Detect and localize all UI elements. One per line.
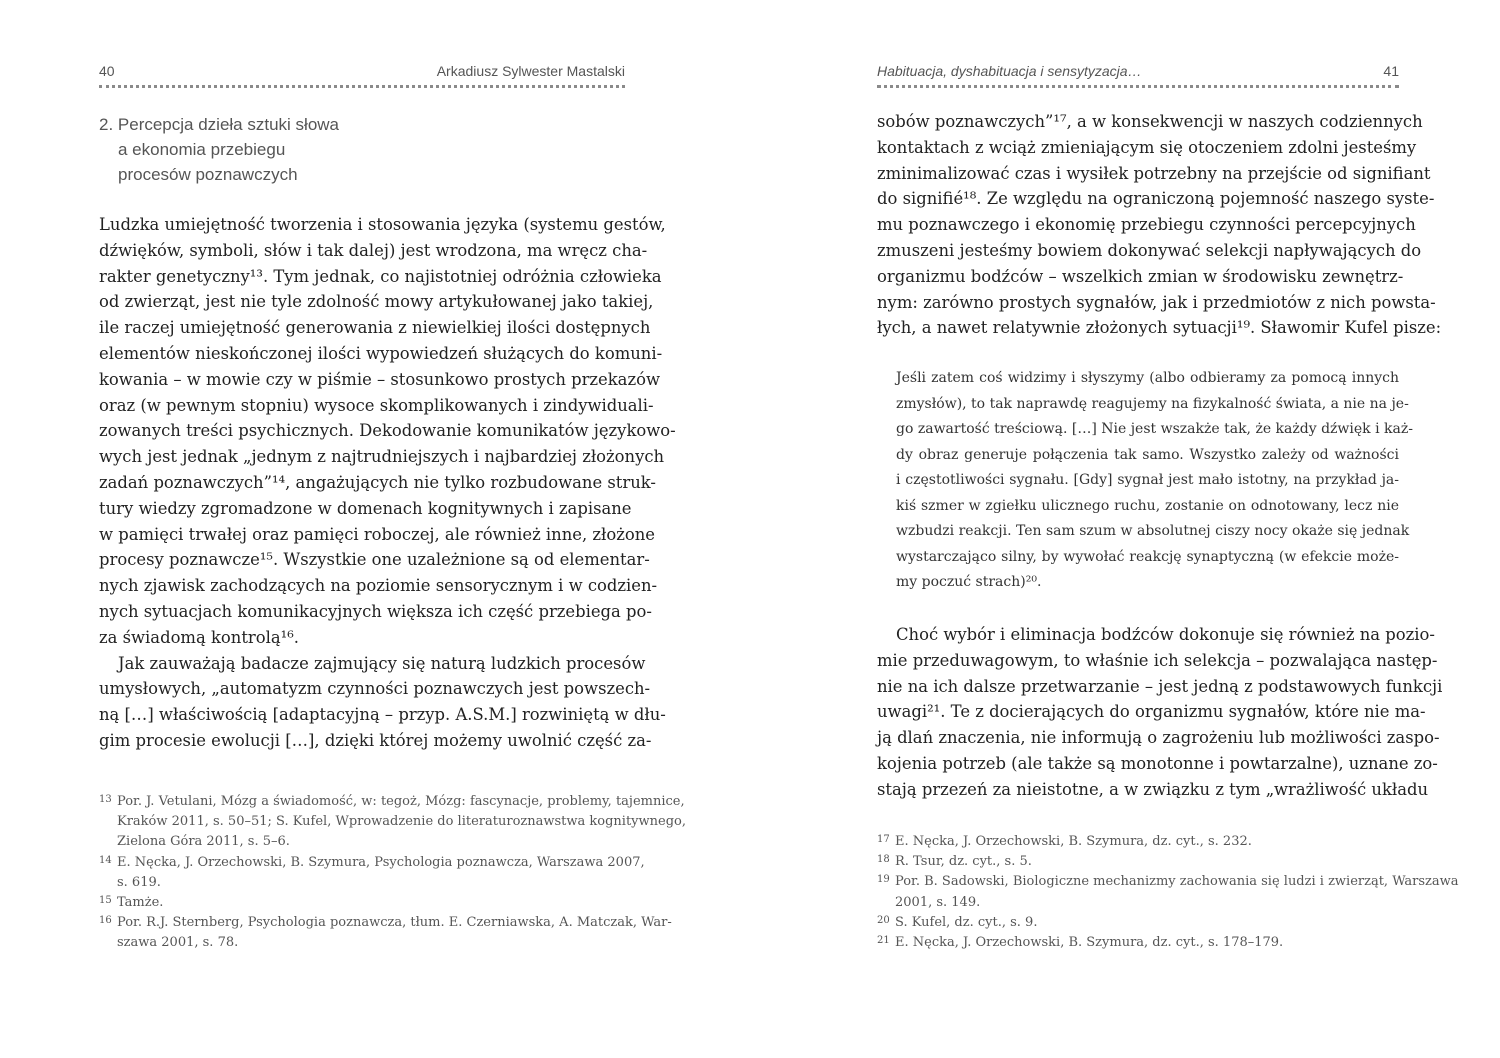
footnote-line — [99, 832, 625, 852]
text-line: do signifié¹⁸. Ze względu na ograniczoną pojemność naszego syste- — [877, 189, 1435, 209]
text-line: łych, a nawet relatywnie złożonych sytuacji¹⁹. Sławomir Kufel pisze: — [877, 318, 1442, 338]
body-text — [877, 109, 1442, 341]
text-line: wzbudzi reakcji. Ten sam szum w absolutnej ciszy nocy okaże się jednak — [896, 523, 1410, 539]
text-line: mie przeduwagowym, to właśnie ich selekcja – pozwalająca następ- — [877, 650, 1438, 670]
running-title: Arkadiusz Sylwester Mastalski — [436, 63, 625, 79]
text-line: go zawartość treściową. […] Nie jest wszakże tak, że każdy dźwięk i każ- — [896, 421, 1413, 437]
left-page — [99, 0, 686, 1058]
text-line: zmysłów), to tak naprawdę reagujemy na fizykalność świata, a nie na je- — [896, 395, 1409, 412]
text-line: Choć wybór i eliminacja bodźców dokonuje się również na pozio- — [896, 625, 1435, 644]
text-line: wych jest jednak „jednym z najtrudniejszych i najbardziej złożonych — [99, 447, 665, 467]
page-number: 40 — [99, 63, 115, 79]
footnote-mark: 19 — [877, 874, 890, 886]
footnote-line — [877, 872, 1459, 892]
footnote-text: Por. B. Sadowski, Biologiczne mechanizmy zachowania się ludzi i zwierząt, Warszawa — [895, 874, 1459, 890]
heading-line: 2. Percepcja dzieła sztuki słowa — [99, 115, 340, 134]
footnote-text: Por. R.J. Sternberg, Psychologia poznawcza, tłum. E. Czerniawska, A. Matczak, War- — [117, 915, 672, 931]
text-line: rakter genetyczny¹³. Tym jednak, co najistotniej odróżnia człowieka — [99, 266, 662, 286]
text-line: zminimalizować czas i wysiłek potrzebny na przejście od signifiant — [877, 163, 1431, 183]
footnote-mark: 13 — [99, 794, 112, 805]
running-header — [99, 63, 625, 88]
text-line: zmuszeni jesteśmy bowiem dokonywać selekcji napływających do — [877, 240, 1422, 260]
heading-line: a ekonomia przebiegu — [118, 140, 286, 159]
text-line: Jeśli zatem coś widzimy i słyszymy (albo odbieramy za pomocą innych — [896, 370, 1399, 386]
footnote-line — [99, 812, 686, 832]
text-line: za świadomą kontrolą¹⁶. — [99, 627, 299, 647]
text-line: elementów nieskończonej ilości wypowiedzeń służących do komuni- — [99, 343, 663, 363]
text-line: umysłowych, „automatyzm czynności poznawczych jest powszech- — [99, 679, 651, 699]
footnote-text: szawa 2001, s. 78. — [117, 935, 239, 951]
text-line: zadań poznawczych”¹⁴, angażujących nie tylko rozbudowane struk- — [99, 472, 656, 492]
footnotes — [99, 792, 686, 954]
footnote-line — [99, 933, 625, 953]
text-line: ile raczej umiejętność generowania z niewielkiej ilości dostępnych — [99, 318, 651, 338]
text-line: Jak zauważają badacze zajmujący się naturą ludzkich procesów — [118, 653, 646, 673]
running-title: Habituacja, dyshabituacja i sensytyzacja… — [877, 63, 1142, 79]
text-line: wystarczająco silny, by wywołać reakcję synaptyczną (w efekcie może- — [896, 548, 1399, 565]
footnote-text: Tamże. — [117, 894, 164, 910]
text-line: nym: zarówno prostych sygnałów, jak i przedmiotów z nich powsta- — [877, 292, 1436, 312]
footnote-text: R. Tsur, dz. cyt., s. 5. — [895, 854, 1032, 870]
text-line: ną […] właściwością [adaptacyjną – przyp. A.S.M.] rozwiniętą w dłu- — [99, 705, 666, 725]
footnote-mark: 18 — [877, 854, 890, 866]
footnote-line — [99, 853, 645, 873]
footnote-mark: 20 — [877, 914, 890, 926]
text-line: dźwięków, symboli, słów i tak dalej) jest wrodzona, ma wręcz cha- — [99, 240, 648, 260]
text-line: uwagi²¹. Te z docierających do organizmu sygnałów, które nie ma- — [877, 702, 1426, 722]
body-text — [99, 212, 676, 754]
footnote-mark: 21 — [877, 934, 890, 946]
footnote-line — [99, 873, 625, 893]
footnote-text: s. 619. — [117, 874, 161, 890]
footnote-line — [99, 792, 685, 812]
text-line: kontaktach z wciąż zmieniającym się otoczeniem zdolni jesteśmy — [877, 137, 1417, 157]
text-line: i częstotliwości sygnału. [Gdy] sygnał jest mało istotny, na przykład ja- — [896, 472, 1399, 488]
footnote-mark: 17 — [877, 834, 890, 845]
footnote-text: Zielona Góra 2011, s. 5–6. — [117, 834, 290, 850]
text-line: sobów poznawczych”¹⁷, a w konsekwencji w naszych codziennych — [877, 112, 1423, 131]
footnote-line — [99, 913, 672, 933]
heading-line: procesów poznawczych — [118, 165, 298, 184]
running-header — [877, 63, 1399, 88]
footnote-text: Kraków 2011, s. 50–51; S. Kufel, Wprowadzenie do literaturoznawstwa kognitywnego, — [117, 814, 686, 830]
footnote-text: E. Nęcka, J. Orzechowski, B. Szymura, dz. cyt., s. 178–179. — [895, 934, 1284, 950]
footnote-line — [877, 893, 1399, 913]
footnote-text: 2001, s. 149. — [895, 894, 981, 910]
text-line: kiś szmer w zgiełku ulicznego ruchu, zostanie on odnotowany, lecz nie — [896, 497, 1399, 514]
footnote-text: E. Nęcka, J. Orzechowski, B. Szymura, Psychologia poznawcza, Warszawa 2007, — [117, 854, 645, 870]
text-line: nych sytuacjach komunikacyjnych większa ich część przebiega po- — [99, 601, 652, 621]
footnote-text: Por. J. Vetulani, Mózg a świadomość, w: tegoż, Mózg: fascynacje, problemy, tajemnice, — [117, 794, 685, 809]
footnotes — [877, 832, 1459, 953]
footnote-text: E. Nęcka, J. Orzechowski, B. Szymura, dz. cyt., s. 232. — [895, 834, 1252, 849]
footnote-line — [877, 852, 1399, 872]
block-quote — [896, 366, 1413, 596]
text-line: nie na ich dalsze przetwarzanie – jest jedną z podstawowych funkcji — [877, 676, 1443, 696]
text-line: kowania – w mowie czy w piśmie – stosunkowo prostych przekazów — [99, 369, 660, 389]
footnote-mark: 14 — [99, 854, 112, 866]
text-line: tury wiedzy zgromadzone w domenach kognitywnych i zapisane — [99, 498, 632, 518]
text-line: organizmu bodźców – wszelkich zmian w środowisku zewnętrz- — [877, 266, 1404, 286]
text-line: oraz (w pewnym stopniu) wysoce skomplikowanych i zindywiduali- — [99, 395, 654, 415]
text-line: dy obraz generuje połączenia tak samo. Wszystko zależy od ważności — [896, 446, 1399, 463]
text-line: stają przezeń za nieistotne, a w związku z tym „wrażliwość układu — [877, 779, 1429, 799]
footnote-line — [99, 893, 625, 913]
text-line: gim procesie ewolucji […], dzięki której możemy uwolnić część za- — [99, 730, 652, 750]
footnote-text: S. Kufel, dz. cyt., s. 9. — [895, 914, 1038, 930]
footnote-mark: 16 — [99, 915, 112, 927]
section-heading — [99, 112, 499, 187]
text-line: procesy poznawcze¹⁵. Wszystkie one uzależnione są od elementar- — [99, 550, 650, 570]
text-line: kojenia potrzeb (ale także są monotonne i powtarzalne), uznane zo- — [877, 753, 1438, 773]
text-line: ją dlań znaczenia, nie informują o zagrożeniu lub możliwości zaspo- — [877, 728, 1440, 748]
page-number: 41 — [1383, 63, 1399, 79]
right-page — [877, 0, 1459, 1058]
text-line: zowanych treści psychicznych. Dekodowanie komunikatów językowo- — [99, 421, 676, 441]
text-line: w pamięci trwałej oraz pamięci roboczej, ale również inne, złożone — [99, 524, 655, 544]
footnote-line — [877, 933, 1399, 953]
text-line: nych zjawisk zachodzących na poziomie sensorycznym i w codzien- — [99, 576, 658, 596]
text-line: od zwierząt, jest nie tyle zdolność mowy artykułowanej jako takiej, — [99, 292, 654, 312]
footnote-mark: 15 — [99, 894, 112, 906]
footnote-line — [877, 913, 1399, 933]
text-line: my poczuć strach)²⁰. — [896, 574, 1042, 590]
text-line: Ludzka umiejętność tworzenia i stosowania języka (systemu gestów, — [99, 215, 666, 234]
footnote-line — [877, 832, 1399, 852]
body-text-continued — [877, 622, 1443, 803]
text-line: mu poznawczego i ekonomię przebiegu czynności percepcyjnych — [877, 215, 1416, 235]
